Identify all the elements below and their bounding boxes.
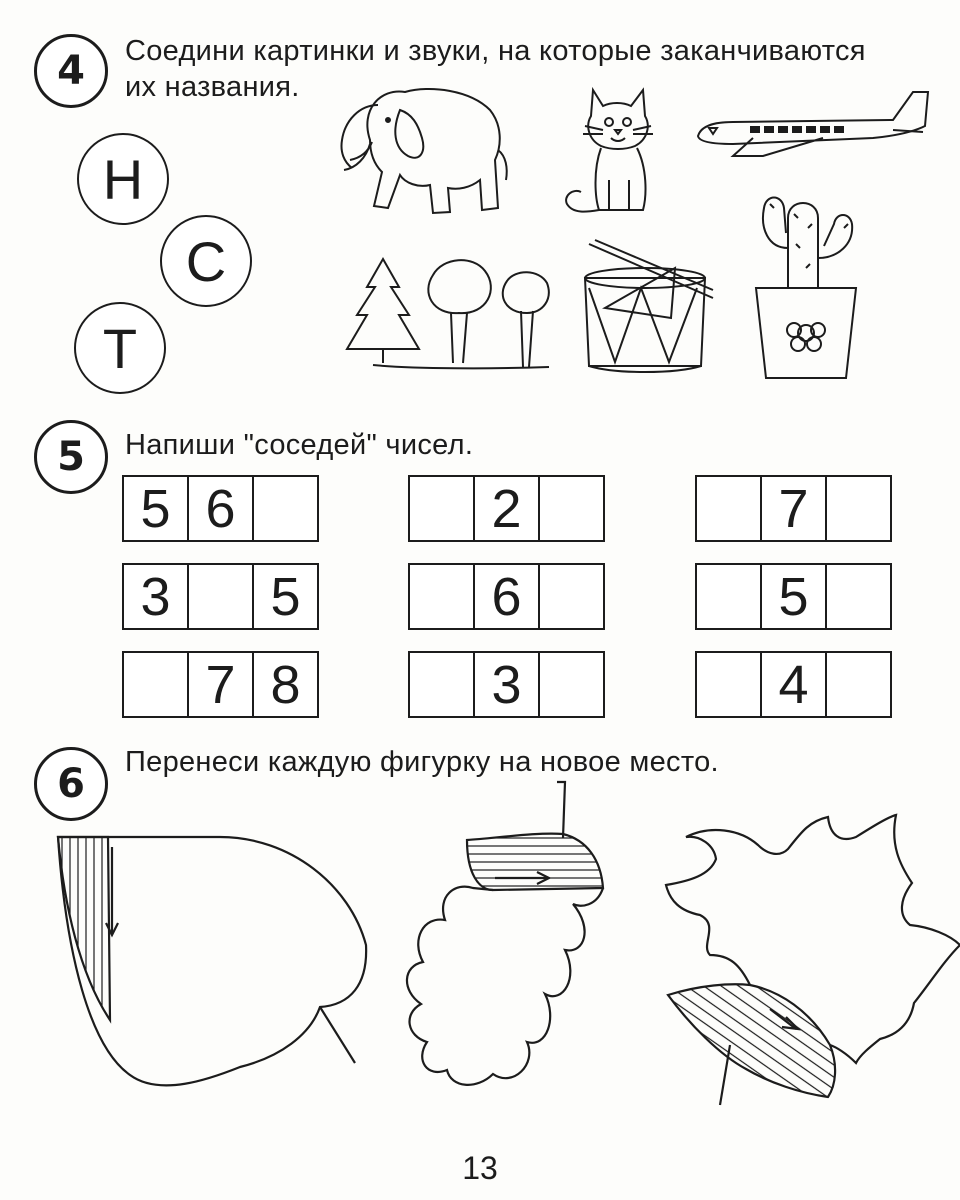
- number-cell[interactable]: [825, 565, 890, 628]
- number-cell[interactable]: [825, 653, 890, 716]
- number-cell[interactable]: 6: [473, 565, 538, 628]
- airplane-icon[interactable]: [693, 88, 933, 163]
- number-cell[interactable]: [538, 653, 603, 716]
- number-row: [695, 651, 892, 718]
- number-cell[interactable]: [538, 565, 603, 628]
- task-6-number: 6: [34, 747, 108, 821]
- task-4-instruction-line1: Соедини картинки и звуки, на которые заканчиваются: [125, 35, 866, 67]
- number-row: [408, 563, 605, 630]
- number-row: [408, 651, 605, 718]
- drum-icon[interactable]: [575, 238, 715, 378]
- number-cell[interactable]: 3: [140, 566, 171, 627]
- number-cell[interactable]: [538, 477, 603, 540]
- number-cell[interactable]: 7: [187, 653, 252, 716]
- number-cell[interactable]: 5: [252, 565, 317, 628]
- cactus-icon[interactable]: [748, 178, 868, 383]
- number-row: [122, 475, 319, 542]
- number-cell[interactable]: 8: [252, 653, 317, 716]
- number-row: [695, 475, 892, 542]
- letter-circle-n[interactable]: Н: [77, 133, 169, 225]
- number-cell[interactable]: [825, 477, 890, 540]
- number-cell[interactable]: [697, 653, 760, 716]
- number-cell[interactable]: 5: [140, 478, 171, 539]
- linden-leaf-icon[interactable]: [50, 835, 370, 1100]
- maple-leaf-icon[interactable]: [660, 815, 960, 1105]
- number-cell[interactable]: [187, 565, 252, 628]
- number-cell[interactable]: [410, 653, 473, 716]
- number-cell[interactable]: [410, 565, 473, 628]
- task-5-number: 5: [34, 420, 108, 494]
- number-cell[interactable]: [410, 477, 473, 540]
- task-4-number: 4: [34, 34, 108, 108]
- number-row: [408, 475, 605, 542]
- letter-circle-t[interactable]: Т: [74, 302, 166, 394]
- elephant-icon[interactable]: [330, 80, 520, 225]
- forest-icon[interactable]: [343, 253, 553, 375]
- letter-circle-s[interactable]: С: [160, 215, 252, 307]
- number-cell[interactable]: 7: [760, 477, 825, 540]
- cat-icon[interactable]: [563, 80, 673, 220]
- number-cell[interactable]: 2: [473, 477, 538, 540]
- page-number: 13: [462, 1150, 498, 1186]
- number-cell[interactable]: 4: [760, 653, 825, 716]
- task-5-instruction: Напиши "соседей" чисел.: [125, 429, 474, 461]
- number-cell[interactable]: [124, 653, 187, 716]
- number-cell[interactable]: [252, 477, 317, 540]
- task-4-instruction-line2: их названия.: [125, 71, 300, 103]
- number-cell[interactable]: [697, 565, 760, 628]
- oak-leaf-icon[interactable]: [397, 778, 612, 1098]
- task-6-instruction: Перенеси каждую фигурку на новое место.: [125, 746, 719, 778]
- number-row: [122, 651, 319, 718]
- number-row: [695, 563, 892, 630]
- number-row: [122, 563, 319, 630]
- number-cell[interactable]: 6: [187, 477, 252, 540]
- number-cell[interactable]: 3: [473, 653, 538, 716]
- number-cell[interactable]: [697, 477, 760, 540]
- number-cell[interactable]: 5: [760, 565, 825, 628]
